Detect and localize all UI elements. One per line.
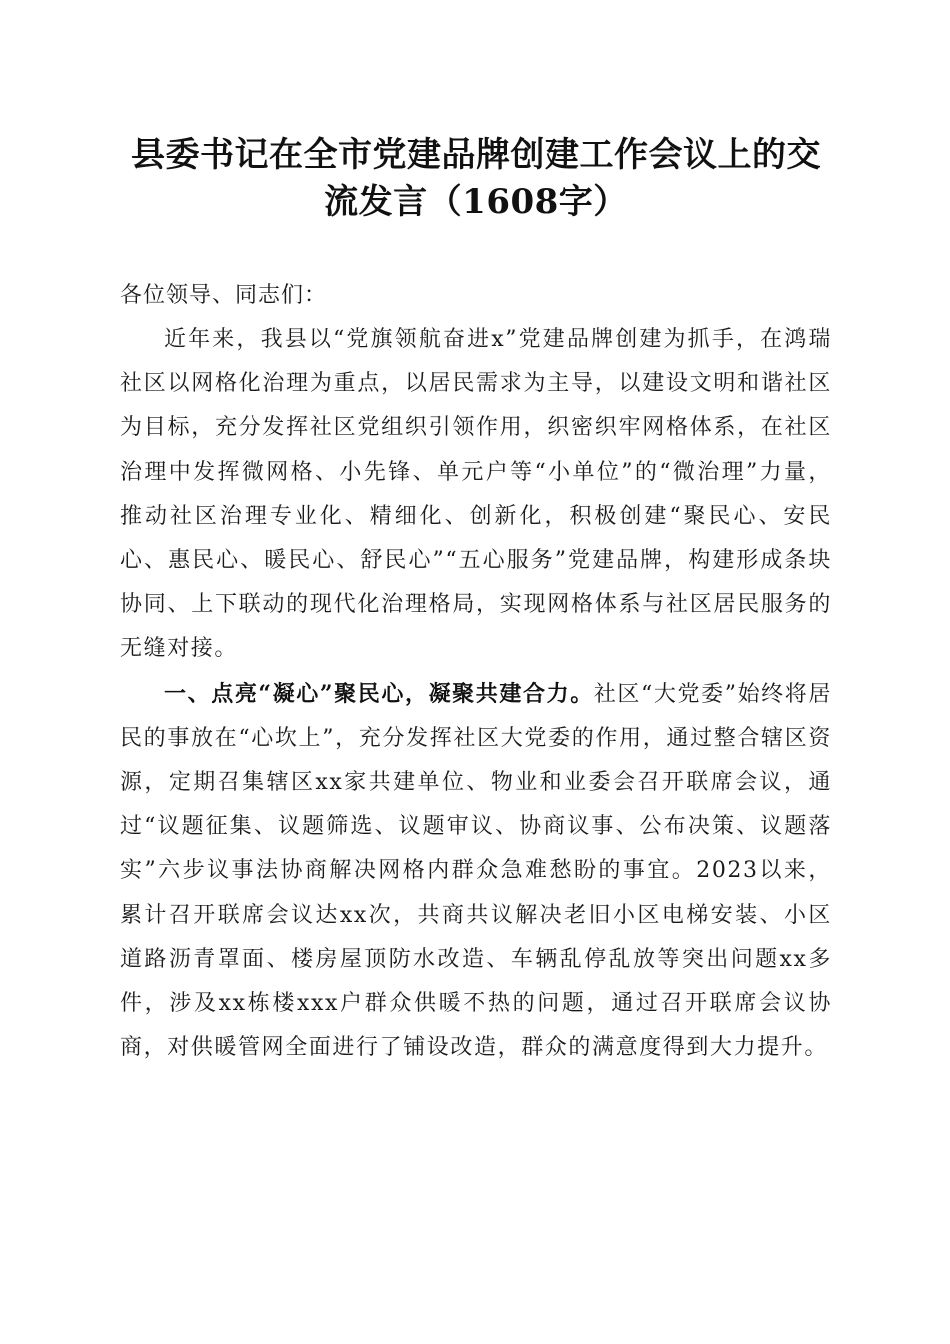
section-1-paragraph <box>120 672 832 1071</box>
section-1-heading: 一、点亮“凝心”聚民心，凝聚共建合力。 <box>164 680 594 707</box>
salutation: 各位领导、同志们： <box>120 283 328 308</box>
section-1-text: 社区“大党委”始终将居民的事放在“心坎上”，充分发挥社区大党委的作用，通过整合辖区资源，定期召集辖区xx家共建单位、物业和业委会召开联席会议，通过“议题征集、议题筛选、议题审议、协商议事、公布决策、议题落实”六步议事法协商解决网格内群众急难愁盼的事宜。2023以来，累计召开联席会议达xx次，共商共议解决老旧小区电梯安装、小区道路沥青罩面、楼房屋顶防水改造、车辆乱停乱放等突出问题xx多件，涉及xx栋楼xxx户群众供暖不热的问题，通过召开联席会议协商，对供暖管网全面进行了铺设改造，群众的满意度得到大力提升。 <box>120 681 832 1061</box>
intro-paragraph: 近年来，我县以“党旗领航奋进x”党建品牌创建为抓手，在鸿瑞社区以网格化治理为重点，以居民需求为主导，以建设文明和谐社区为目标，充分发挥社区党组织引领作用，织密织牢网格体系，在社区治理中发挥微网格、小先锋、单元户等“小单位”的“微治理”力量，推动社区治理专业化、精细化、创新化，积极创建“聚民心、安民心、惠民心、暖民心、舒民心”“五心服务”党建品牌，构建形成条块协同、上下联动的现代化治理格局，实现网格体系与社区居民服务的无缝对接。 <box>120 327 832 662</box>
document-body <box>120 274 832 1070</box>
document-title <box>120 132 832 226</box>
title-line-2: 流发言（1608字） <box>324 182 628 222</box>
title-line-1: 县委书记在全市党建品牌创建工作会议上的交 <box>131 135 821 175</box>
